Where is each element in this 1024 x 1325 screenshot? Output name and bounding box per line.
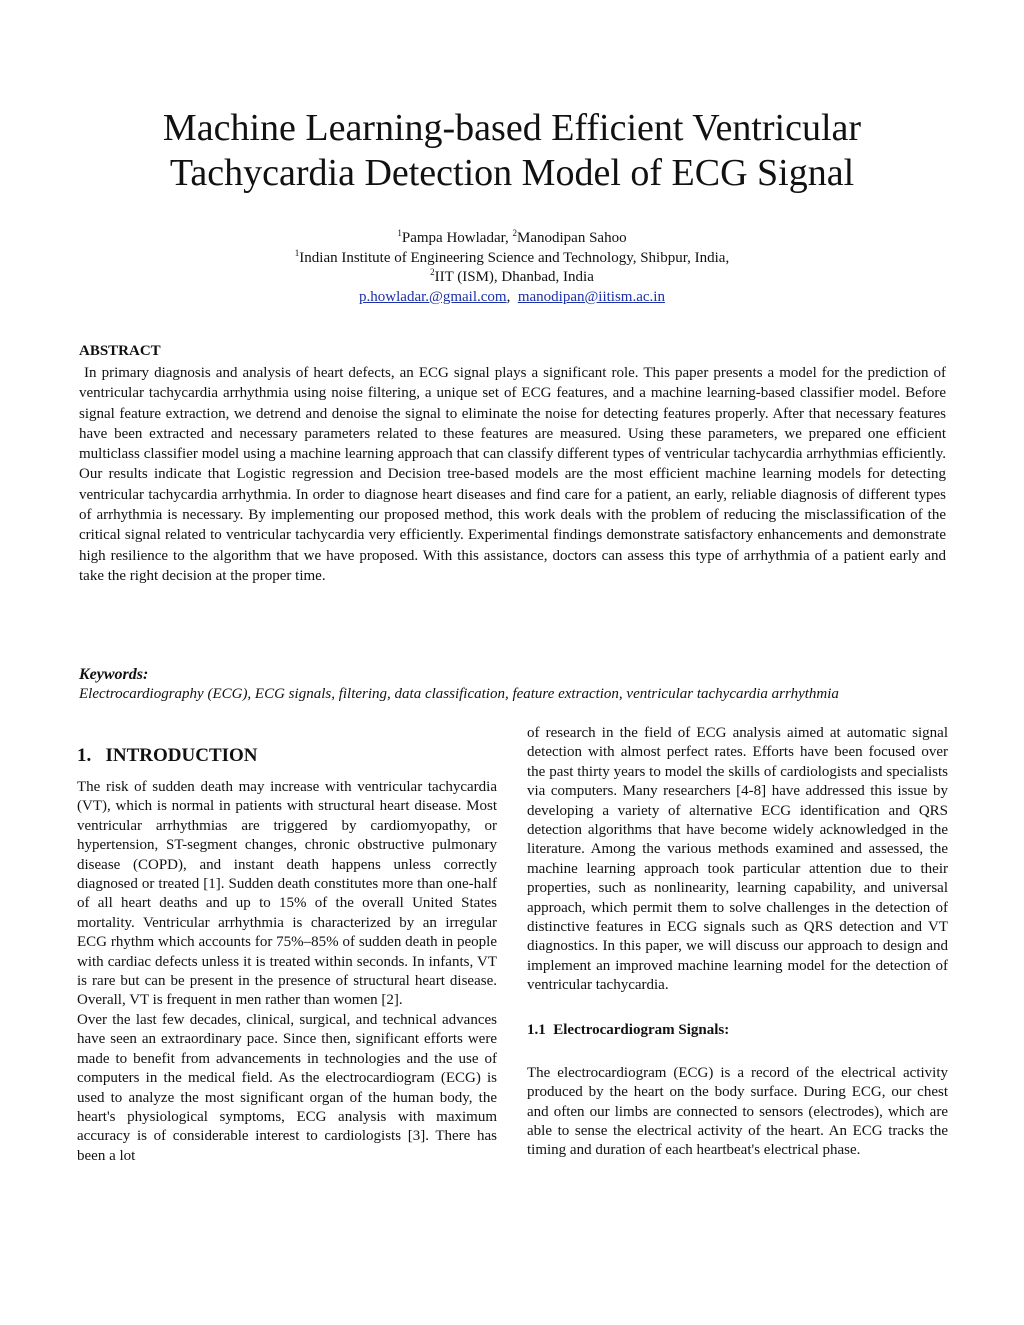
- intro-paragraph-3: of research in the field of ECG analysis aimed at automatic signal detection with almost perfect rates. Efforts have been focused over the past thirty years to model the skills of cardiologists and specialists via computers. Many researchers [4-8] have addressed this issue by developing a variety of alternative ECG identification and QRS detection algorithms that have become widely acknowledged in the literature. Among the various methods examined and assessed, the machine learning approach took particular attention due to their properties, such as nonlinearity, learning capability, and universal approach, which permit them to solve challenges in the detection of distinctive features in ECG signals such as QRS detection and VT diagnostics. In this paper, we will discuss our approach to design and implement an improved machine learning model for the detection of ventricular tachycardia.: [527, 725, 948, 994]
- aff1-text: Indian Institute of Engineering Science and Technology, Shibpur, India,: [299, 249, 730, 266]
- aff2-text: IIT (ISM), Dhanbad, India: [434, 269, 594, 285]
- intro-paragraph-1: The risk of sudden death may increase with ventricular tachycardia (VT), which is normal in patients with structural heart disease. Most ventricular arrhythmias are triggered by cardiomyopathy, or hypertension, ST-segment changes, chronic obstructive pulmonary disease (COPD), and instant death happens unless correctly diagnosed or treated [1]. Sudden death constitutes more than one-half of all heart deaths and up to 15% of the overall United States mortality. Ventricular arrhythmia is characterized by an irregular ECG rhythm which accounts for 75%–85% of sudden death in people with cardiac defects unless it is treated within seconds. In infants, VT is rare but can be present in the presence of structural heart disease. Overall, VT is frequent in men rather than women [2].: [77, 779, 497, 1009]
- paper-title: [80, 106, 944, 196]
- abstract-heading: ABSTRACT: [79, 343, 161, 359]
- section-1-1-heading: 1.1 Electrocardiogram Signals:: [527, 1021, 730, 1038]
- affiliation-2: [80, 268, 944, 288]
- keywords-heading: Keywords:: [79, 666, 149, 683]
- email-link-1[interactable]: p.howladar.@gmail.com: [359, 288, 507, 305]
- intro-heading: 1. INTRODUCTION: [77, 745, 258, 766]
- spacer: [527, 996, 948, 1020]
- author-emails: [80, 288, 944, 308]
- affiliation-1: [80, 249, 944, 269]
- author2-name: Manodipan Sahoo: [517, 230, 627, 246]
- title-line-2: Tachycardia Detection Model of ECG Signal: [169, 152, 855, 194]
- intro-paragraph-2: Over the last few decades, clinical, surgical, and technical advances have seen an extraordinary pace. Since then, significant efforts were made to benefit from advancements in technologies and the use of computers in the medical field. As the electrocardiogram (ECG) is used to analyze the most significant organ of the human body, the heart's physiological symptoms, ECG analysis with maximum accuracy is of considerable interest to cardiologists [3]. There has been a lot: [77, 1011, 497, 1164]
- aff1-sup: 1: [294, 247, 300, 258]
- keywords-text: Electrocardiography (ECG), ECG signals, filtering, data classification, feature extraction, ventricular tachycardia arrhythmia: [79, 686, 839, 702]
- left-column: [77, 743, 497, 1166]
- author2-sup: 2: [512, 228, 518, 238]
- abstract-text: In primary diagnosis and analysis of heart defects, an ECG signal plays a significant role. This paper presents a model for the prediction of ventricular tachycardia arrhythmia using noise filtering, a unique set of ECG features, and a machine learning-based classifier model. Before signal feature extraction, we detrend and denoise the signal to eliminate the noise for detecting features properly. After that necessary features have been extracted and necessary parameters related to these features are measured. Using these parameters, we prepared one efficient multiclass classifier model using a machine learning approach that can classify different types of ventricular tachycardia arrhythmias efficiently. Our results indicate that Logistic regression and Decision tree-based models are the most efficient machine learning models for detecting ventricular tachycardia arrhythmia. In order to diagnose heart diseases and find care for a patient, an early, reliable diagnosis of different types of arrhythmia is necessary. By implementing our proposed method, this work deals with the problem of reducing the misclassification of the critical signal related to ventricular tachycardia very efficiently. Experimental findings demonstrate satisfactory enhancements and demonstrate high resilience to the algorithm that we have proposed. With this assistance, doctors can assess this type of arrhythmia of a patient early and take the right decision at the proper time.: [79, 365, 950, 584]
- spacer: [527, 1040, 948, 1064]
- email-separator: ,: [506, 288, 518, 305]
- title-line-1: Machine Learning-based Efficient Ventricular: [162, 107, 862, 149]
- author-block: [80, 229, 944, 307]
- email-link-2[interactable]: manodipan@iitism.ac.in: [517, 288, 665, 305]
- author1-sup: 1: [397, 228, 402, 238]
- section-1-1-paragraph: The electrocardiogram (ECG) is a record of the electrical activity produced by the heart on the body surface. During ECG, our chest and often our limbs are connected to sensors (electrodes), which are able to sense the electrical activity of the heart. An ECG tracks the timing and duration of each heartbeat's electrical phase.: [527, 1064, 948, 1159]
- author-names: [80, 229, 944, 249]
- aff2-sup: 2: [430, 267, 435, 277]
- right-column: [527, 724, 948, 1161]
- author1-name: Pampa Howladar,: [401, 230, 513, 246]
